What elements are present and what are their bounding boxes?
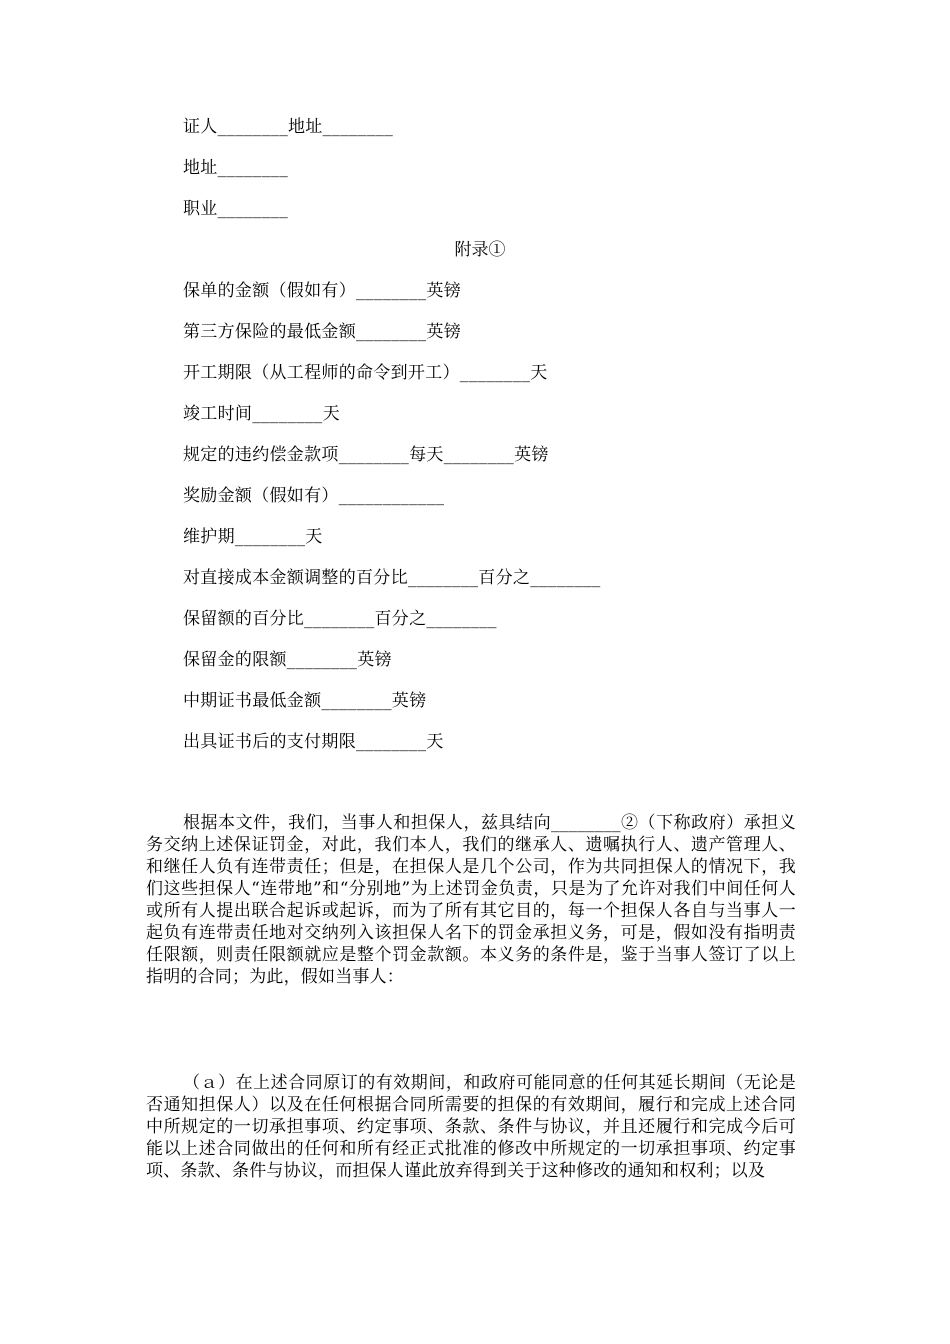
appendix-item: 出具证书后的支付期限________天 [183, 732, 444, 752]
witness-address-line: 地址________ [183, 158, 288, 178]
appendix-item: 第三方保险的最低金额________英镑 [183, 322, 461, 342]
appendix-item: 规定的违约偿金款项________每天________英镑 [183, 445, 549, 465]
appendix-item: 竣工时间________天 [183, 404, 340, 424]
appendix-item: 奖励金额（假如有）____________ [183, 486, 445, 506]
appendix-title: 附录① [454, 240, 506, 260]
appendix-item: 对直接成本金额调整的百分比________百分之________ [183, 568, 601, 588]
appendix-item: 开工期限（从工程师的命令到开工）________天 [183, 363, 548, 383]
witness-name-address-line: 证人________地址________ [183, 117, 393, 137]
appendix-item: 保单的金额（假如有）________英镑 [183, 281, 461, 301]
appendix-item: 保留额的百分比________百分之________ [183, 609, 497, 629]
appendix-item: 维护期________天 [183, 527, 323, 547]
appendix-item: 保留金的限额________英镑 [183, 650, 392, 670]
bond-paragraph: 根据本文件，我们，当事人和担保人，兹具结向________②（下称政府）承担义务交纳上述保证罚金，对此，我们本人，我们的继承人、遗嘱执行人、遗产管理人、和继任人负有连带责任；但是，在担保人是几个公司，作为共同担保人的情况下，我们这些担保人“连带地”和“分别地”为上述罚金负责，只是为了允许对我们中间任何人或所有人提出联合起诉或起诉，而为了所有其它目的，每一个担保人各自与当事人一起负有连带责任地对交纳列入该担保人名下的罚金承担义务，可是，假如没有指明责任限额，则责任限额就应是整个罚金款额。本义务的条件是，鉴于当事人签订了以上指明的合同；为此，假如当事人： [146, 813, 796, 987]
witness-occupation-line: 职业________ [183, 199, 288, 219]
appendix-item: 中期证书最低金额________英镑 [183, 691, 427, 711]
clause-a-paragraph: （ａ）在上述合同原订的有效期间，和政府可能同意的任何其延长期间（无论是否通知担保人）以及在任何根据合同所需要的担保的有效期间，履行和完成上述合同中所规定的一切承担事项、约定事项、条款、条件与协议，并且还履行和完成今后可能以上述合同做出的任何和所有经正式批准的修改中所规定的一切承担事项、约定事项、条款、条件与协议，而担保人谨此放弃得到关于这种修改的通知和权利；以及 [146, 1073, 796, 1181]
